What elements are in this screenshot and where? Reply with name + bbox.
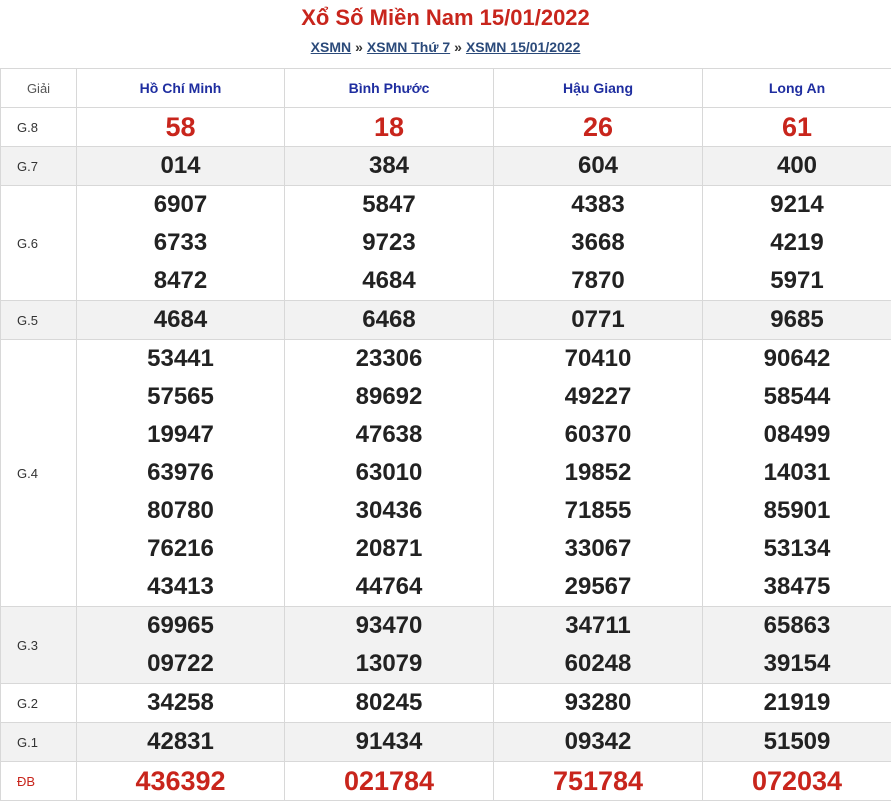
result-cell (77, 762, 285, 801)
result-cell (77, 108, 285, 147)
result-number: 80245 (285, 684, 493, 722)
prize-label: G.3 (1, 607, 77, 684)
breadcrumb-xsmn-date[interactable]: XSMN 15/01/2022 (466, 39, 580, 55)
prize-label: G.5 (1, 301, 77, 340)
result-number: 43413 (77, 568, 284, 606)
prize-row (1, 762, 891, 801)
result-number: 91434 (285, 723, 493, 761)
result-number: 71855 (494, 492, 702, 530)
prize-row (1, 340, 891, 607)
result-number: 58 (77, 108, 284, 146)
result-number: 70410 (494, 340, 702, 378)
result-number: 08499 (703, 416, 891, 454)
result-number: 90642 (703, 340, 891, 378)
results-table (0, 68, 891, 801)
result-number: 47638 (285, 416, 493, 454)
prize-label: G.8 (1, 108, 77, 147)
result-number: 09722 (77, 645, 284, 683)
result-number: 7870 (494, 262, 702, 300)
result-number: 13079 (285, 645, 493, 683)
result-cell (285, 108, 494, 147)
result-cell (703, 723, 891, 762)
page-title: Xổ Số Miền Nam 15/01/2022 (0, 0, 891, 31)
result-number: 751784 (494, 762, 702, 800)
result-number: 65863 (703, 607, 891, 645)
prize-label: G.7 (1, 147, 77, 186)
result-number: 5847 (285, 186, 493, 224)
result-number: 69965 (77, 607, 284, 645)
breadcrumb-separator: » (454, 39, 462, 55)
result-cell (703, 684, 891, 723)
prize-row (1, 607, 891, 684)
result-cell (77, 340, 285, 607)
result-number: 60370 (494, 416, 702, 454)
result-cell (77, 147, 285, 186)
result-number: 58544 (703, 378, 891, 416)
result-number: 21919 (703, 684, 891, 722)
result-number: 4219 (703, 224, 891, 262)
result-cell (77, 607, 285, 684)
prize-label: ĐB (1, 762, 77, 801)
prize-column-header: Giải (1, 69, 77, 108)
result-number: 93280 (494, 684, 702, 722)
result-cell (77, 186, 285, 301)
result-number: 5971 (703, 262, 891, 300)
province-header-long-an[interactable]: Long An (703, 69, 891, 108)
result-number: 0771 (494, 301, 702, 339)
result-number: 14031 (703, 454, 891, 492)
result-number: 8472 (77, 262, 284, 300)
province-header-ho-chi-minh[interactable]: Hồ Chí Minh (77, 69, 285, 108)
result-number: 89692 (285, 378, 493, 416)
result-cell (494, 762, 703, 801)
result-number: 26 (494, 108, 702, 146)
page-header (0, 0, 891, 68)
prize-label: G.2 (1, 684, 77, 723)
prize-row (1, 147, 891, 186)
result-number: 53134 (703, 530, 891, 568)
result-cell (77, 301, 285, 340)
result-number: 29567 (494, 568, 702, 606)
result-cell (703, 762, 891, 801)
prize-row (1, 684, 891, 723)
result-number: 18 (285, 108, 493, 146)
result-number: 400 (703, 147, 891, 185)
result-cell (285, 607, 494, 684)
result-number: 60248 (494, 645, 702, 683)
result-cell (285, 684, 494, 723)
result-cell (494, 340, 703, 607)
result-number: 6468 (285, 301, 493, 339)
result-number: 93470 (285, 607, 493, 645)
result-cell (494, 108, 703, 147)
result-number: 19852 (494, 454, 702, 492)
result-number: 20871 (285, 530, 493, 568)
result-number: 9685 (703, 301, 891, 339)
result-cell (494, 607, 703, 684)
result-number: 4684 (77, 301, 284, 339)
result-cell (703, 607, 891, 684)
result-number: 604 (494, 147, 702, 185)
result-number: 51509 (703, 723, 891, 761)
result-cell (703, 340, 891, 607)
result-cell (285, 762, 494, 801)
prize-label: G.1 (1, 723, 77, 762)
result-cell (494, 684, 703, 723)
result-cell (494, 147, 703, 186)
result-number: 34711 (494, 607, 702, 645)
breadcrumb-xsmn-thu-7[interactable]: XSMN Thứ 7 (367, 39, 450, 55)
result-cell (703, 147, 891, 186)
result-number: 4684 (285, 262, 493, 300)
province-header-hau-giang[interactable]: Hậu Giang (494, 69, 703, 108)
result-number: 014 (77, 147, 284, 185)
prize-label: G.4 (1, 340, 77, 607)
result-number: 30436 (285, 492, 493, 530)
result-number: 34258 (77, 684, 284, 722)
result-number: 49227 (494, 378, 702, 416)
result-number: 072034 (703, 762, 891, 800)
result-number: 53441 (77, 340, 284, 378)
result-number: 33067 (494, 530, 702, 568)
results-body (1, 108, 891, 801)
result-cell (285, 301, 494, 340)
result-number: 6733 (77, 224, 284, 262)
result-cell (494, 301, 703, 340)
result-number: 39154 (703, 645, 891, 683)
result-number: 76216 (77, 530, 284, 568)
result-number: 9214 (703, 186, 891, 224)
result-number: 3668 (494, 224, 702, 262)
result-cell (703, 186, 891, 301)
result-number: 63010 (285, 454, 493, 492)
result-number: 23306 (285, 340, 493, 378)
result-cell (77, 684, 285, 723)
result-number: 021784 (285, 762, 493, 800)
province-header-binh-phuoc[interactable]: Bình Phước (285, 69, 494, 108)
result-cell (494, 723, 703, 762)
result-cell (285, 723, 494, 762)
result-number: 63976 (77, 454, 284, 492)
result-cell (494, 186, 703, 301)
prize-row (1, 723, 891, 762)
result-cell (703, 301, 891, 340)
prize-row (1, 301, 891, 340)
result-number: 61 (703, 108, 891, 146)
result-cell (77, 723, 285, 762)
result-number: 436392 (77, 762, 284, 800)
prize-row (1, 108, 891, 147)
prize-label: G.6 (1, 186, 77, 301)
result-cell (285, 340, 494, 607)
result-number: 85901 (703, 492, 891, 530)
result-cell (703, 108, 891, 147)
result-number: 09342 (494, 723, 702, 761)
result-number: 38475 (703, 568, 891, 606)
result-cell (285, 186, 494, 301)
result-number: 80780 (77, 492, 284, 530)
result-number: 9723 (285, 224, 493, 262)
result-number: 384 (285, 147, 493, 185)
breadcrumb (0, 39, 891, 55)
result-number: 57565 (77, 378, 284, 416)
breadcrumb-separator: » (355, 39, 363, 55)
result-number: 19947 (77, 416, 284, 454)
result-number: 4383 (494, 186, 702, 224)
result-number: 42831 (77, 723, 284, 761)
table-header-row (1, 69, 891, 108)
result-number: 44764 (285, 568, 493, 606)
breadcrumb-xsmn[interactable]: XSMN (311, 39, 351, 55)
prize-row (1, 186, 891, 301)
result-number: 6907 (77, 186, 284, 224)
result-cell (285, 147, 494, 186)
